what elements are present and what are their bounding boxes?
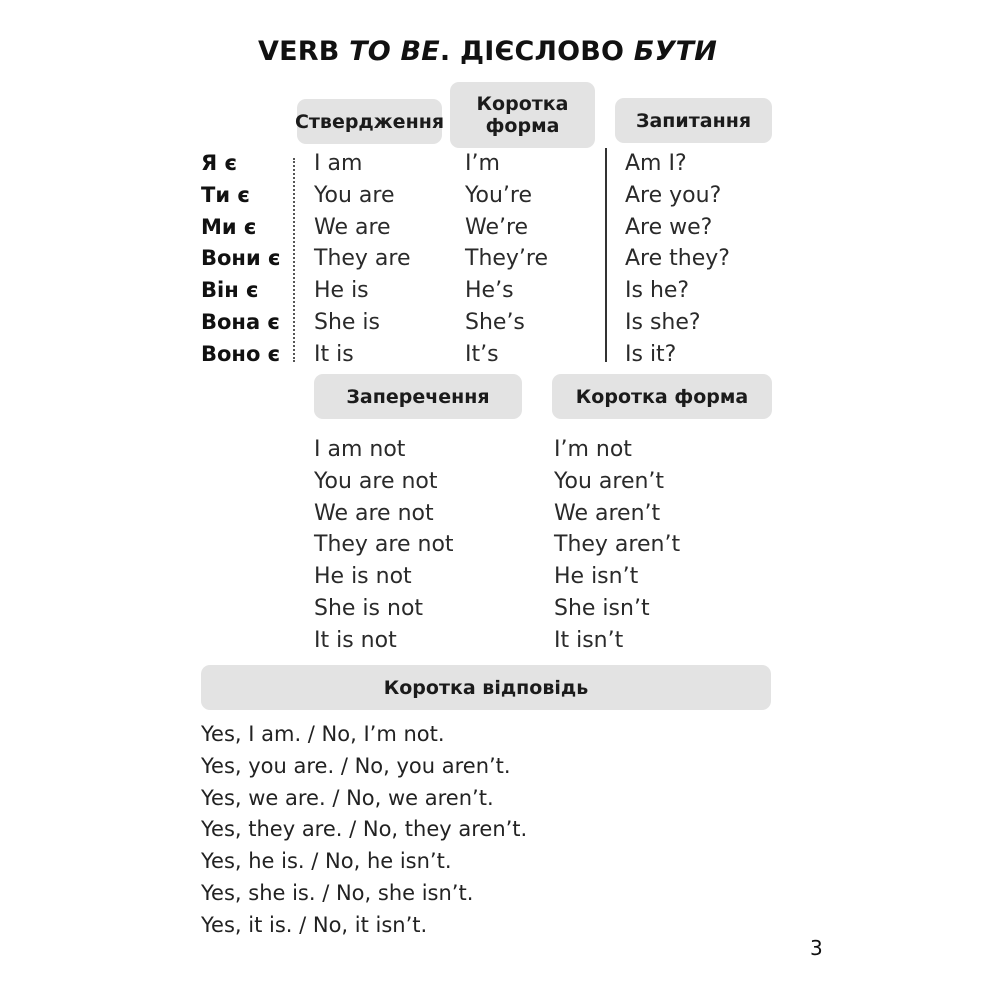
short-form-list bbox=[465, 148, 548, 371]
header-affirmative: Ствердження bbox=[297, 99, 442, 144]
negative-item: We are not bbox=[314, 500, 434, 526]
short-answer-item: Yes, we are. / No, we aren’t. bbox=[201, 785, 494, 810]
page-title bbox=[0, 36, 975, 67]
header-question: Запитання bbox=[615, 98, 772, 143]
negative-short-list bbox=[554, 434, 680, 657]
pronoun: Я є bbox=[201, 151, 237, 175]
question-item: Is she? bbox=[625, 309, 701, 335]
negative-short-item: They aren’t bbox=[554, 532, 681, 558]
header-negative: Заперечення bbox=[314, 374, 522, 419]
pronoun-list bbox=[201, 148, 280, 371]
negative-short-item: You aren’t bbox=[554, 468, 665, 494]
affirmative-list bbox=[314, 148, 411, 371]
negative-list bbox=[314, 434, 454, 657]
title-part1: VERB bbox=[257, 36, 350, 67]
negative-item: You are not bbox=[314, 468, 438, 494]
pronoun: Він є bbox=[201, 278, 259, 303]
question-item: Are they? bbox=[625, 246, 730, 272]
short-form-item: We’re bbox=[465, 214, 529, 240]
title-part3: . ДІЄСЛОВО bbox=[439, 36, 634, 67]
short-form-item: You’re bbox=[465, 182, 533, 208]
short-form-item: I’m bbox=[465, 151, 500, 176]
question-item: Is it? bbox=[625, 341, 677, 367]
header-short-answer: Коротка відповідь bbox=[201, 665, 771, 710]
affirmative-item: It is bbox=[314, 341, 354, 367]
question-item: Am I? bbox=[625, 151, 687, 176]
title-part4: БУТИ bbox=[633, 36, 718, 67]
affirmative-item: He is bbox=[314, 278, 369, 304]
short-form-item: He’s bbox=[465, 278, 514, 304]
negative-short-item: He isn’t bbox=[554, 564, 639, 590]
title-part2: TO BE bbox=[349, 36, 440, 67]
pronoun: Вона є bbox=[201, 309, 280, 334]
short-form-item: They’re bbox=[465, 246, 549, 272]
negative-short-item: She isn’t bbox=[554, 595, 650, 621]
page-number: 3 bbox=[810, 936, 823, 960]
short-answer-item: Yes, it is. / No, it isn’t. bbox=[201, 912, 428, 937]
pronoun: Воно є bbox=[201, 341, 281, 366]
question-item: Are you? bbox=[625, 182, 722, 208]
short-form-item: She’s bbox=[465, 309, 525, 335]
affirmative-item: You are bbox=[314, 182, 395, 208]
short-answer-item: Yes, they are. / No, they aren’t. bbox=[201, 817, 528, 842]
negative-short-item: It isn’t bbox=[554, 627, 624, 653]
affirmative-item: They are bbox=[314, 246, 411, 272]
short-answer-item: Yes, she is. / No, she isn’t. bbox=[201, 880, 474, 905]
question-item: Is he? bbox=[625, 278, 690, 304]
question-list bbox=[625, 148, 730, 371]
affirmative-item: She is bbox=[314, 309, 381, 335]
negative-item: They are not bbox=[314, 532, 454, 558]
dotted-divider bbox=[293, 158, 295, 362]
question-item: Are we? bbox=[625, 214, 713, 240]
negative-item: It is not bbox=[314, 627, 397, 653]
negative-item: I am not bbox=[314, 437, 406, 462]
negative-item: He is not bbox=[314, 564, 412, 590]
affirmative-item: I am bbox=[314, 151, 363, 176]
pronoun: Ти є bbox=[201, 182, 250, 207]
negative-short-item: I’m not bbox=[554, 437, 632, 462]
pronoun: Ми є bbox=[201, 214, 257, 239]
short-answer-item: Yes, he is. / No, he isn’t. bbox=[201, 849, 452, 874]
header-short-form: Коротка форма bbox=[450, 82, 595, 148]
affirmative-item: We are bbox=[314, 214, 391, 240]
short-answer-item: Yes, you are. / No, you aren’t. bbox=[201, 753, 511, 778]
column-divider bbox=[605, 148, 607, 362]
short-answer-item: Yes, I am. / No, I’m not. bbox=[201, 722, 445, 746]
negative-item: She is not bbox=[314, 595, 424, 621]
header-negative-short: Коротка форма bbox=[552, 374, 772, 419]
pronoun: Вони є bbox=[201, 246, 281, 271]
short-answer-list bbox=[201, 719, 527, 942]
negative-short-item: We aren’t bbox=[554, 500, 661, 526]
short-form-item: It’s bbox=[465, 341, 499, 367]
